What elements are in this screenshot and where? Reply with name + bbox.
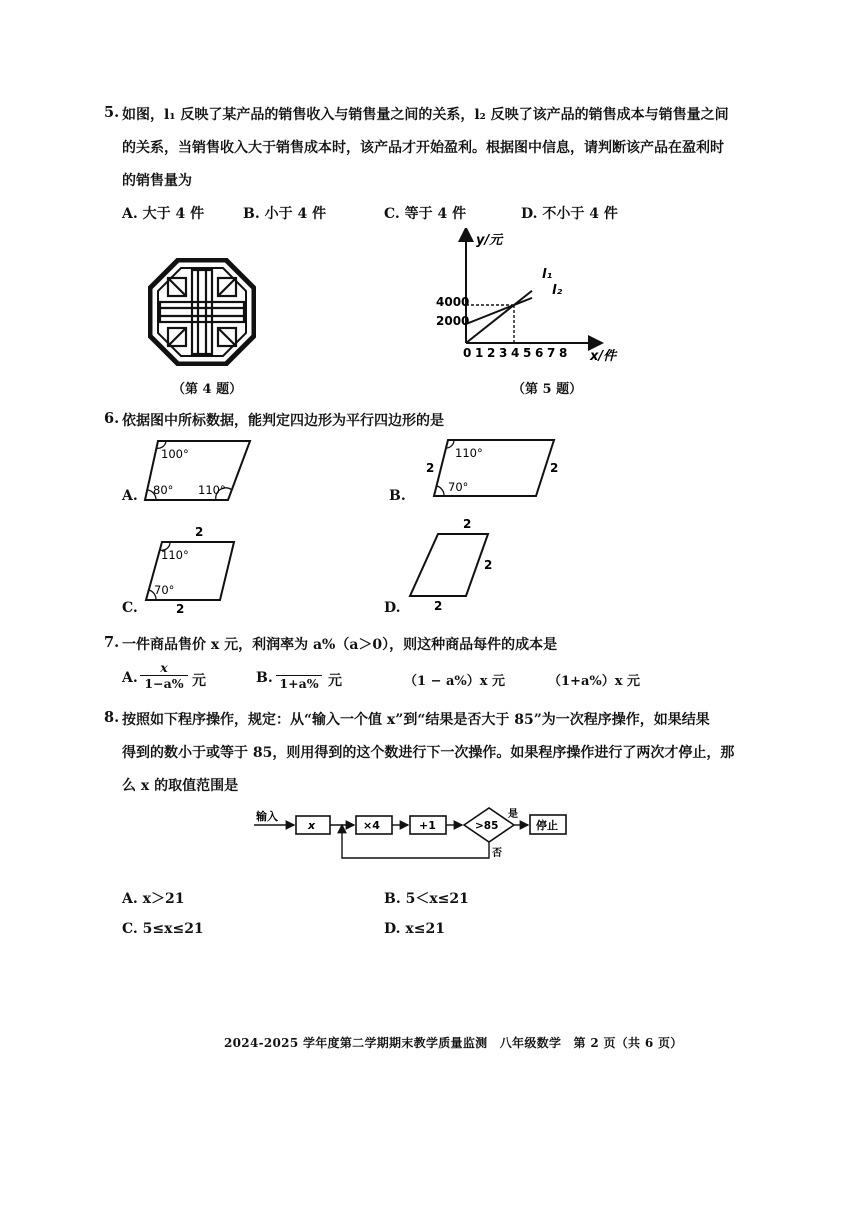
flow-box-x-text: x <box>308 819 316 832</box>
q7-option-b-label: B. <box>256 670 273 686</box>
q7-number: 7. <box>104 634 120 651</box>
q6-option-d-rhombus <box>400 516 510 616</box>
q6-c-side-bottom: 2 <box>176 602 185 616</box>
x-tick-6: 6 <box>535 346 544 360</box>
q6-c-angle-110: 110° <box>161 548 189 562</box>
flow-box-multiply-text: ×4 <box>363 819 380 832</box>
q6-b-angle-70: 70° <box>448 480 469 494</box>
q5-option-a: A. 大于 4 件 <box>122 206 205 222</box>
q5-line1: 如图，l₁ 反映了某产品的销售收入与销售量之间的关系，l₂ 反映了该产品的销售成本与销售量之间 <box>122 107 729 123</box>
q6-a-angle-80: 80° <box>153 483 174 497</box>
q8-line2: 得到的数小于或等于 85，则用得到的这个数进行下一次操作。如果程序操作进行了两次才停止，那 <box>122 745 735 761</box>
flow-box-add-text: +1 <box>419 819 436 832</box>
q6-a-angle-100: 100° <box>161 447 189 461</box>
q8-line1: 按照如下程序操作，规定：从“输入一个值 x”到“结果是否大于 85”为一次程序操作，如果结果 <box>122 712 710 728</box>
flow-no-label: 否 <box>492 848 502 859</box>
x-axis-label: x/件 <box>590 349 617 364</box>
q5-option-d: D. 不小于 4 件 <box>521 206 618 222</box>
q6-option-d-label: D. <box>384 600 401 616</box>
fig4-octagon-figure <box>148 258 256 366</box>
x-tick-8: 8 <box>559 346 568 360</box>
q6-d-side-bottom: 2 <box>434 599 443 613</box>
q7-text: 一件商品售价 x 元，利润率为 a%（a＞0），则这种商品每件的成本是 <box>122 637 558 653</box>
y-tick-4000: 4000 <box>436 295 470 309</box>
q6-option-b-parallelogram <box>422 436 572 506</box>
q6-option-c-parallelogram <box>140 526 260 616</box>
q5-line3: 的销售量为 <box>122 173 192 189</box>
q6-option-a-label: A. <box>122 488 138 504</box>
x-tick-2: 2 <box>487 346 496 360</box>
q6-option-c-label: C. <box>122 600 138 616</box>
x-tick-3: 3 <box>499 346 508 360</box>
q5-option-c: C. 等于 4 件 <box>384 206 467 222</box>
q6-c-angle-70: 70° <box>154 583 175 597</box>
q8-number: 8. <box>104 709 120 726</box>
q8-line3: 么 x 的取值范围是 <box>122 778 239 794</box>
q6-c-side-top: 2 <box>195 526 204 539</box>
q5-number: 5. <box>104 104 120 121</box>
q7-a-numerator: x <box>140 660 188 676</box>
y-axis-label: y/元 <box>476 233 503 248</box>
q7-option-d-text: （1+a%）x 元 <box>548 674 640 689</box>
y-tick-2000: 2000 <box>436 314 470 328</box>
q6-text: 依据图中所标数据，能判定四边形为平行四边形的是 <box>122 413 444 429</box>
q6-option-a-parallelogram <box>140 438 260 508</box>
fig5-caption: （第 5 题） <box>512 382 583 397</box>
q8-option-c: C. 5≤x≤21 <box>122 921 204 937</box>
q5-option-b: B. 小于 4 件 <box>243 206 327 222</box>
q7-option-c-text: （1 − a%）x 元 <box>404 674 506 689</box>
line-l1-label: l₁ <box>542 267 553 282</box>
page-footer: 2024-2025 学年度第二学期期末教学质量监测 八年级数学 第 2 页（共 6 页） <box>224 1036 683 1050</box>
fig5-line-graph <box>420 228 630 368</box>
x-tick-0: 0 <box>463 346 472 360</box>
fig4-caption: （第 4 题） <box>172 382 243 397</box>
q6-d-side-right: 2 <box>484 558 493 572</box>
q5-line2: 的关系，当销售收入大于销售成本时，该产品才开始盈利。根据图中信息，请判断该产品在盈利时 <box>122 140 724 156</box>
q7-option-b-fraction <box>276 660 322 691</box>
x-tick-4: 4 <box>511 346 520 360</box>
q7-b-unit: 元 <box>328 673 342 689</box>
q8-flowchart <box>250 804 590 866</box>
q7-b-denominator: 1+a% <box>279 676 319 691</box>
q8-option-a: A. x＞21 <box>122 891 185 907</box>
flow-diamond-text: >85 <box>475 820 499 832</box>
x-tick-5: 5 <box>523 346 532 360</box>
line-l2-label: l₂ <box>552 283 563 298</box>
q7-option-a-label: A. <box>122 670 138 686</box>
q6-number: 6. <box>104 410 120 427</box>
q8-option-d: D. x≤21 <box>384 921 445 937</box>
q6-b-side-left: 2 <box>426 461 435 475</box>
q6-a-angle-110: 110° <box>198 483 226 497</box>
q6-option-b-label: B. <box>389 488 406 504</box>
flow-yes-label: 是 <box>508 809 518 820</box>
q8-option-b: B. 5＜x≤21 <box>384 891 469 907</box>
flow-box-stop-text: 停止 <box>536 819 558 832</box>
q7-option-a-fraction <box>140 660 188 691</box>
q7-a-unit: 元 <box>192 673 206 689</box>
q6-b-side-right: 2 <box>550 461 559 475</box>
q7-b-numerator <box>276 660 322 676</box>
line-l1 <box>466 291 532 343</box>
q6-d-side-top: 2 <box>463 517 472 531</box>
flow-input-label: 输入 <box>256 810 278 823</box>
q6-b-angle-110: 110° <box>455 446 483 460</box>
x-tick-7: 7 <box>547 346 556 360</box>
q7-a-denominator: 1−a% <box>144 676 184 691</box>
line-l2 <box>466 298 532 324</box>
x-tick-1: 1 <box>475 346 484 360</box>
